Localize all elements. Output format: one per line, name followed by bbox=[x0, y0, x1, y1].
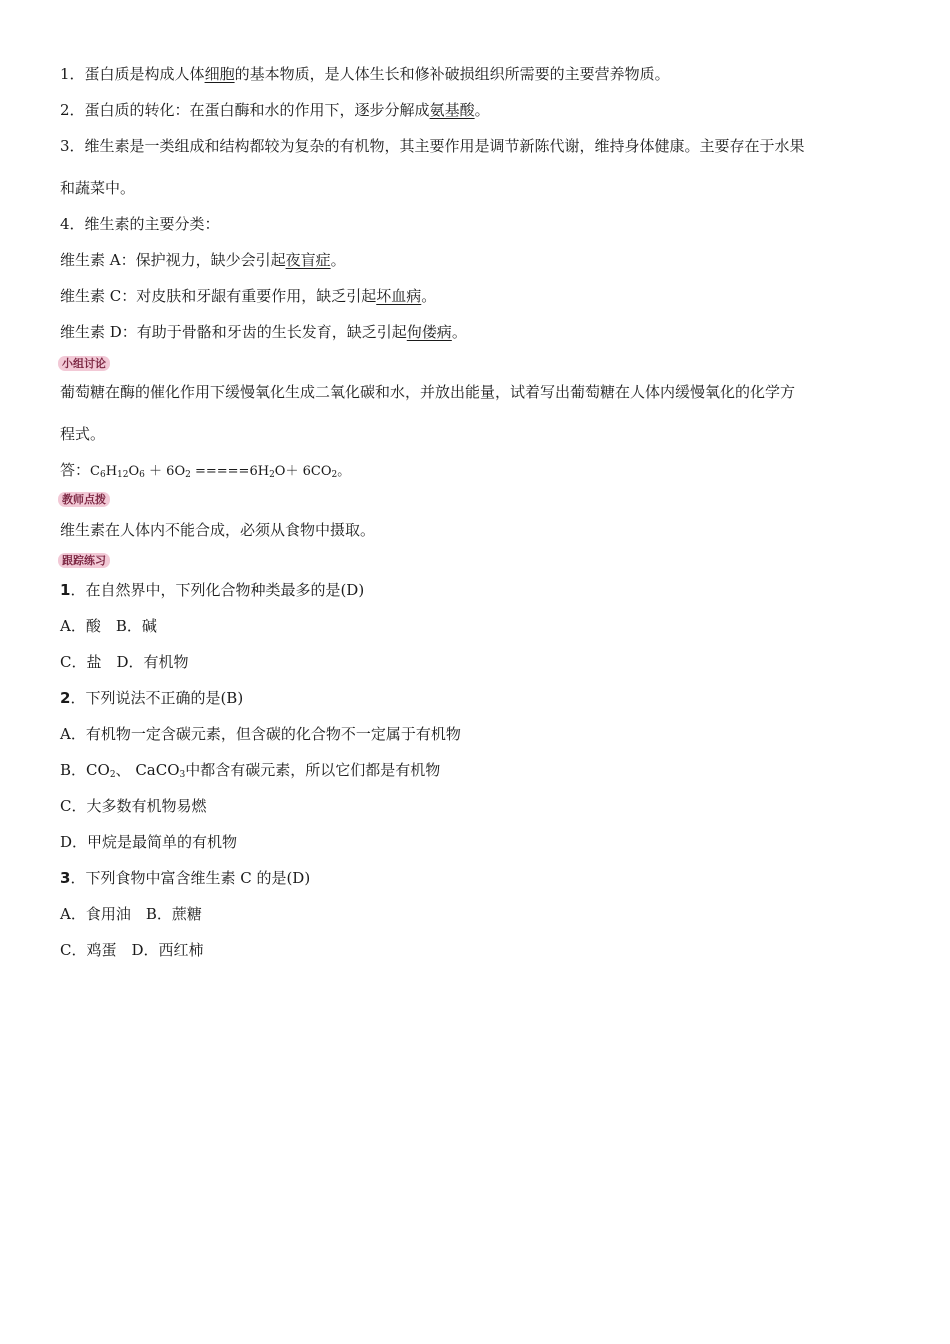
item-4: 4．维生素的主要分类： bbox=[60, 215, 220, 233]
answer-blank: 夜盲症 bbox=[285, 251, 331, 269]
q3-options-cd: C．鸡蛋 D．西红柿 bbox=[60, 941, 204, 959]
q2-option-b: B．$CO_2$、 CaCO$_3$中都含有碳元素，所以它们都是有机物 bbox=[60, 761, 441, 780]
question-2: 2．下列说法不正确的是(B) bbox=[60, 689, 244, 707]
q3-options-ab: A．食用油 B．蔗糖 bbox=[60, 905, 202, 923]
question-1: 1．在自然界中，下列化合物种类最多的是(D) bbox=[60, 581, 365, 599]
vitamin-a: 维生素 A：保护视力，缺少会引起夜盲症。 bbox=[60, 251, 346, 269]
answer-blank: 佝偻病 bbox=[406, 323, 452, 341]
discussion-prompt: 葡萄糖在酶的催化作用下缓慢氧化生成二氧化碳和水，并放出能量，试着写出葡萄糖在人体内缓慢氧化的化学方 bbox=[60, 383, 796, 401]
q2-option-a: A．有机物一定含碳元素，但含碳的化合物不一定属于有机物 bbox=[60, 725, 461, 743]
item-3-cont: 和蔬菜中。 bbox=[60, 179, 136, 197]
discussion-prompt-cont: 程式。 bbox=[60, 425, 106, 443]
discussion-answer: 答：$C_6H_{12}O_6 + 6O_2 =====6H_2O+ 6CO_2$。 bbox=[60, 461, 351, 480]
answer-blank: 氨基酸 bbox=[429, 101, 475, 119]
item-1: 1．蛋白质是构成人体细胞的基本物质，是人体生长和修补破损组织所需要的主要营养物质。 bbox=[60, 65, 670, 83]
q1-options-ab: A．酸 B．碱 bbox=[60, 617, 157, 635]
item-3: 3．维生素是一类组成和结构都较为复杂的有机物，其主要作用是调节新陈代谢，维持身体健康。主要存在于水果 bbox=[60, 137, 805, 155]
q1-options-cd: C．盐 D．有机物 bbox=[60, 653, 189, 671]
practice-tag: 跟踪练习 bbox=[58, 553, 110, 568]
teacher-tag: 教师点拨 bbox=[58, 492, 110, 507]
answer-blank: 坏血病 bbox=[376, 287, 422, 305]
equation: $C_6H_{12}O_6 + 6O_2 =====6H_2O+ 6CO_2$。 bbox=[90, 464, 351, 480]
q2-option-d: D．甲烷是最简单的有机物 bbox=[60, 833, 238, 851]
item-2: 2．蛋白质的转化：在蛋白酶和水的作用下，逐步分解成氨基酸。 bbox=[60, 101, 490, 119]
vitamin-d: 维生素 D：有助于骨骼和牙齿的生长发育，缺乏引起佝偻病。 bbox=[60, 323, 467, 341]
question-3: 3．下列食物中富含维生素 C 的是(D) bbox=[60, 869, 311, 887]
answer-blank: 细胞 bbox=[204, 65, 235, 83]
discussion-tag: 小组讨论 bbox=[58, 356, 110, 371]
teacher-note: 维生素在人体内不能合成，必须从食物中摄取。 bbox=[60, 521, 376, 539]
vitamin-c: 维生素 C：对皮肤和牙龈有重要作用，缺乏引起坏血病。 bbox=[60, 287, 437, 305]
q2-option-c: C．大多数有机物易燃 bbox=[60, 797, 207, 815]
